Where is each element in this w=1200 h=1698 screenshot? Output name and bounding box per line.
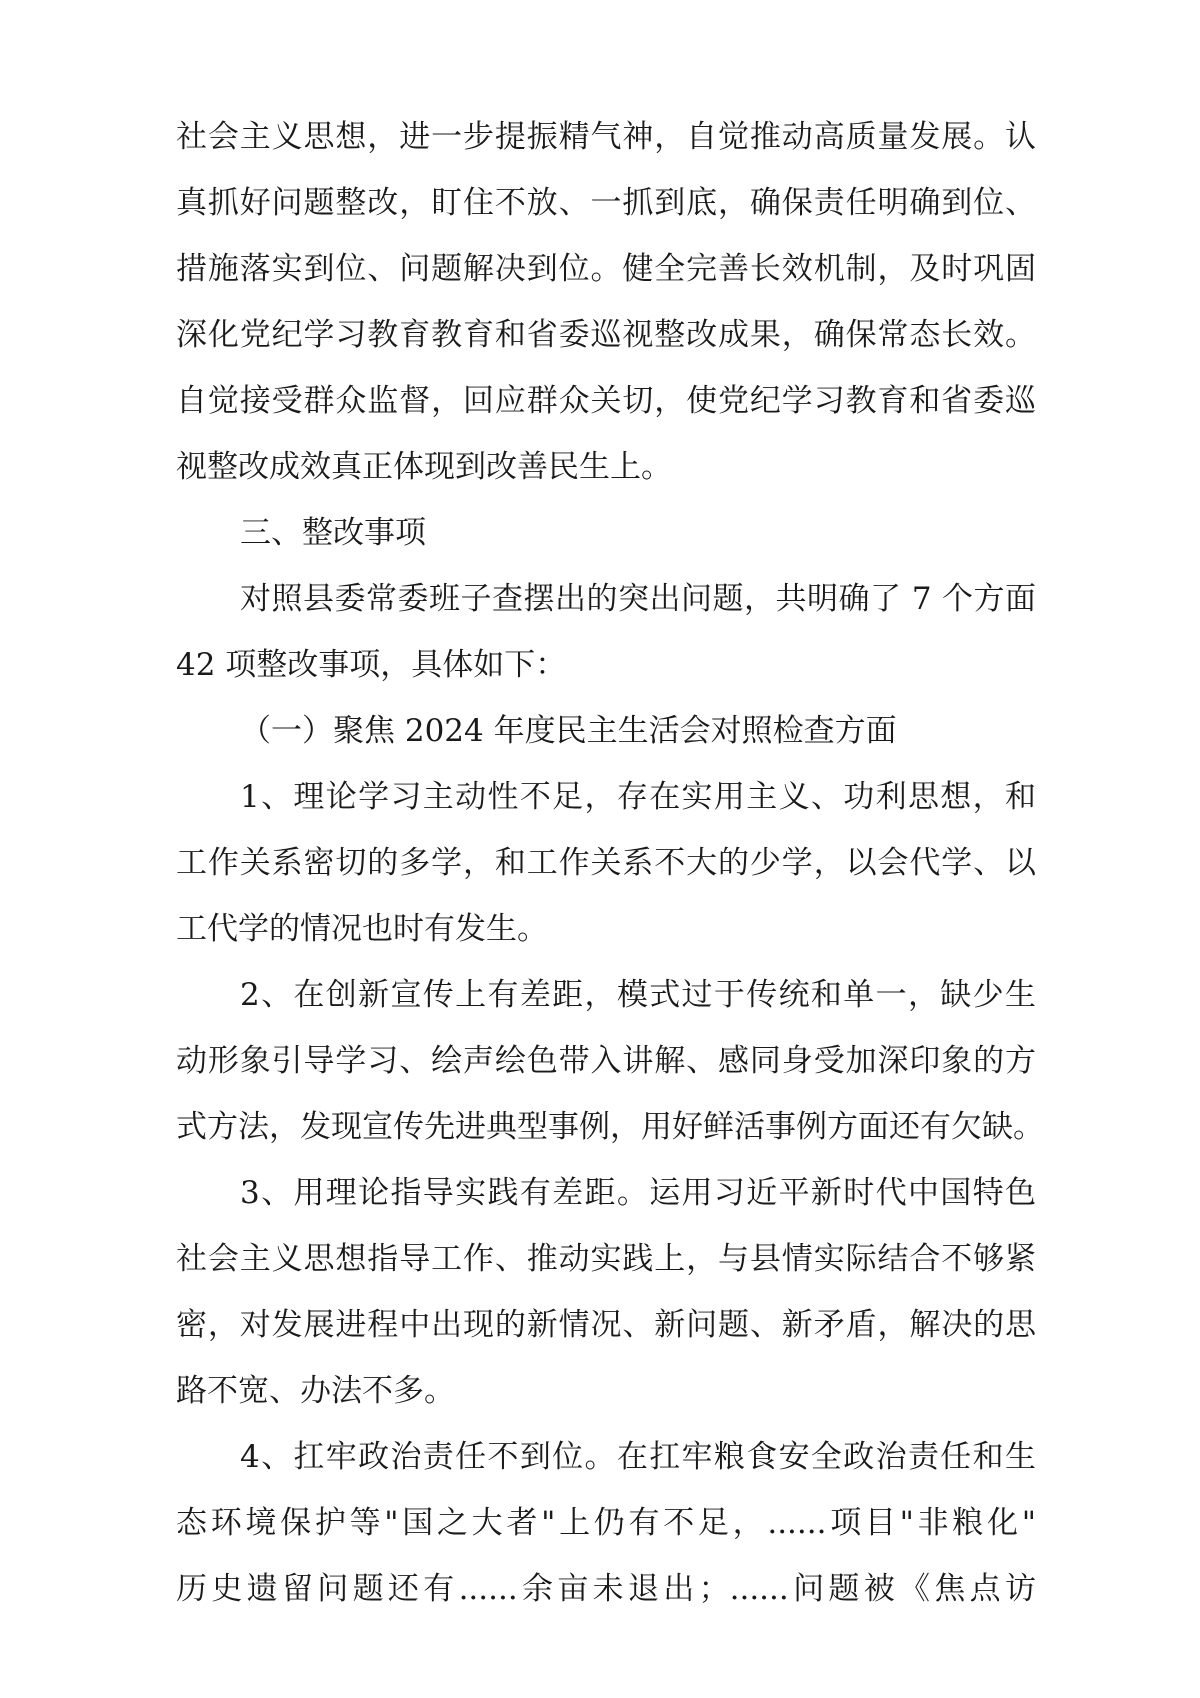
text-line: 态环境保护等"国之大者"上仍有不足，......项目"非粮化" (176, 1505, 1036, 1541)
text-line: 式方法，发现宣传先进典型事例，用好鲜活事例方面还有欠缺。 (176, 1109, 1044, 1145)
text-line: 历史遗留问题还有......余亩未退出；......问题被《焦点访 (176, 1571, 1036, 1607)
text-line: 3、用理论指导实践有差距。运用习近平新时代中国特色 (240, 1175, 1036, 1211)
text-line: 自觉接受群众监督，回应群众关切，使党纪学习教育和省委巡 (176, 383, 1036, 419)
text-line: 路不宽、办法不多。 (176, 1373, 455, 1409)
text-line: 2、在创新宣传上有差距，模式过于传统和单一，缺少生 (240, 977, 1036, 1013)
text-line: 42 项整改事项，具体如下： (176, 647, 567, 683)
text-line: 对照县委常委班子查摆出的突出问题，共明确了 7 个方面 (240, 581, 1036, 617)
text-line: 工代学的情况也时有发生。 (176, 911, 548, 947)
text-line: 深化党纪学习教育教育和省委巡视整改成果，确保常态长效。 (176, 317, 1036, 353)
text-line: 1、理论学习主动性不足，存在实用主义、功利思想，和 (240, 779, 1036, 815)
text-line: 社会主义思想，进一步提振精气神，自觉推动高质量发展。认 (176, 119, 1036, 155)
section-heading: 三、整改事项 (240, 515, 426, 551)
text-line: 真抓好问题整改，盯住不放、一抓到底，确保责任明确到位、 (176, 185, 1036, 221)
text-line: 4、扛牢政治责任不到位。在扛牢粮食安全政治责任和生 (240, 1439, 1036, 1475)
text-line: 视整改成效真正体现到改善民生上。 (176, 449, 672, 485)
text-line: 动形象引导学习、绘声绘色带入讲解、感同身受加深印象的方 (176, 1043, 1036, 1079)
text-line: 措施落实到位、问题解决到位。健全完善长效机制，及时巩固 (176, 251, 1036, 287)
text-line: 社会主义思想指导工作、推动实践上，与县情实际结合不够紧 (176, 1241, 1036, 1277)
text-line: 工作关系密切的多学，和工作关系不大的少学，以会代学、以 (176, 845, 1036, 881)
text-line: 密，对发展进程中出现的新情况、新问题、新矛盾，解决的思 (176, 1307, 1036, 1343)
subsection-heading: （一）聚焦 2024 年度民主生活会对照检查方面 (240, 713, 897, 749)
